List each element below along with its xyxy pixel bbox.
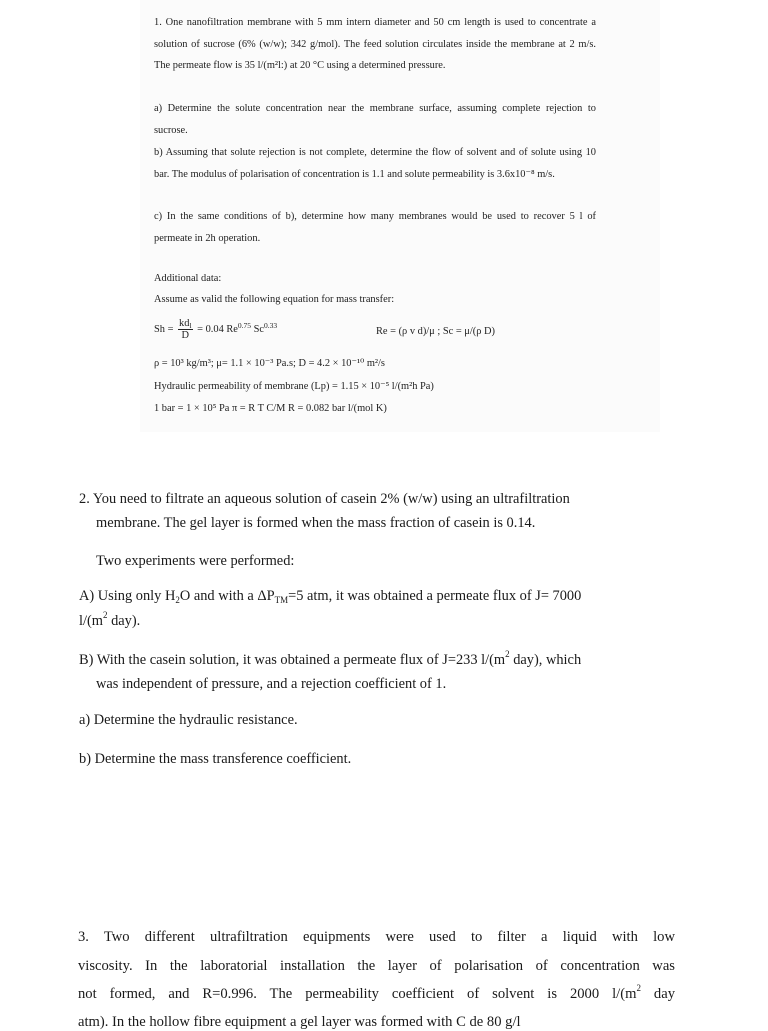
problem-1-block [140,0,660,432]
sherwood-fraction-numerator: $kd_l$ [179,318,192,330]
problem-3-line-4: atm). In the hollow fibre equipment a gel layer was formed with C de 80 g/l [78,1014,521,1030]
problem-1-part-c: c) In the same conditions of b), determine how many membranes would be used to recover 5 l of permeate in 2h operation. [154,211,596,244]
problem-1-part-a: a) Determine the solute concentration near the membrane surface, assuming complete rejection to sucrose. [154,103,596,136]
additional-data-title: Additional data: [154,273,222,284]
sherwood-equation: Sh = $\frac{kd_l}{D}$ = 0.04 $Re^{0.75}$ $Sc^{0.33}$ [154,318,278,341]
hydraulic-permeability-line: Hydraulic permeability of membrane (Lp) = 1.15 × 10⁻⁵ l/(m²h Pa) [154,381,434,392]
sherwood-equation-right: = 0.04 Re [197,323,238,335]
experiments-heading: Two experiments were performed: [96,553,295,569]
sherwood-fraction [178,318,192,341]
question-b: b) Determine the mass transference coefficient. [79,751,352,767]
re-sc-definitions: Re = (ρ v d)/μ ; Sc = μ/(ρ D) [376,326,495,337]
mass-transfer-assumption: Assume as valid the following equation for mass transfer: [154,294,395,305]
problem-1-intro: 1. One nanofiltration membrane with 5 mm intern diameter and 50 cm length is used to concentrate a solution of sucrose (6% (w/w); 342 g/mol). The feed solution circulates inside the membrane at 2 m/s. The permeate flow is 35 l/(m²l:) at 20 °C using a determined pressure. [154,17,596,72]
problem-3-line-1: 3. Two different ultrafiltration equipments were used to filter a liquid with low [78,929,675,945]
experiment-a-line-2: $l/(m^2$ day). [79,610,141,629]
question-a: a) Determine the hydraulic resistance. [79,712,298,728]
experiment-b-line-1: B) With the casein solution, it was obtained a permeate flux of J=233 $l/(m^2$ day), which [79,649,582,668]
problem-3-line-2: viscosity. In the laboratorial installation the layer of polarisation of concentration was [78,958,675,974]
problem-1-part-b: b) Assuming that solute rejection is not complete, determine the flow of solvent and of solute using 10 bar. The modulus of polarisation of concentration is 1.1 and solute permeability is 3.6x10⁻⁸ m/s. [154,147,596,180]
experiment-b-line-2: was independent of pressure, and a rejection coefficient of 1. [96,676,447,692]
sherwood-equation-left: Sh = [154,323,174,335]
physical-properties-line: ρ = 10³ kg/m³; μ= 1.1 × 10⁻³ Pa.s; D = 4.2 × 10⁻¹⁰ m²/s [154,358,385,369]
experiment-a-line-1: A) Using only $H_2O$ and with a $\Delta P_{TM}=5$ atm, it was obtained a permeate flux of J= 7000 [79,588,582,605]
sherwood-fraction-denominator: D [181,330,190,341]
problem-3-line-3: not formed, and R=0.996. The permeability coefficient of solvent is 2000 $l/(m^2$ day [78,983,675,1002]
problem-2-line-1: 2. You need to filtrate an aqueous solution of casein 2% (w/w) using an ultrafiltration [79,491,570,507]
problem-2-line-2: membrane. The gel layer is formed when the mass fraction of casein is 0.14. [96,515,536,531]
constants-line: 1 bar = 1 × 10⁵ Pa π = R T C/M R = 0.082 bar l/(mol K) [154,403,387,414]
